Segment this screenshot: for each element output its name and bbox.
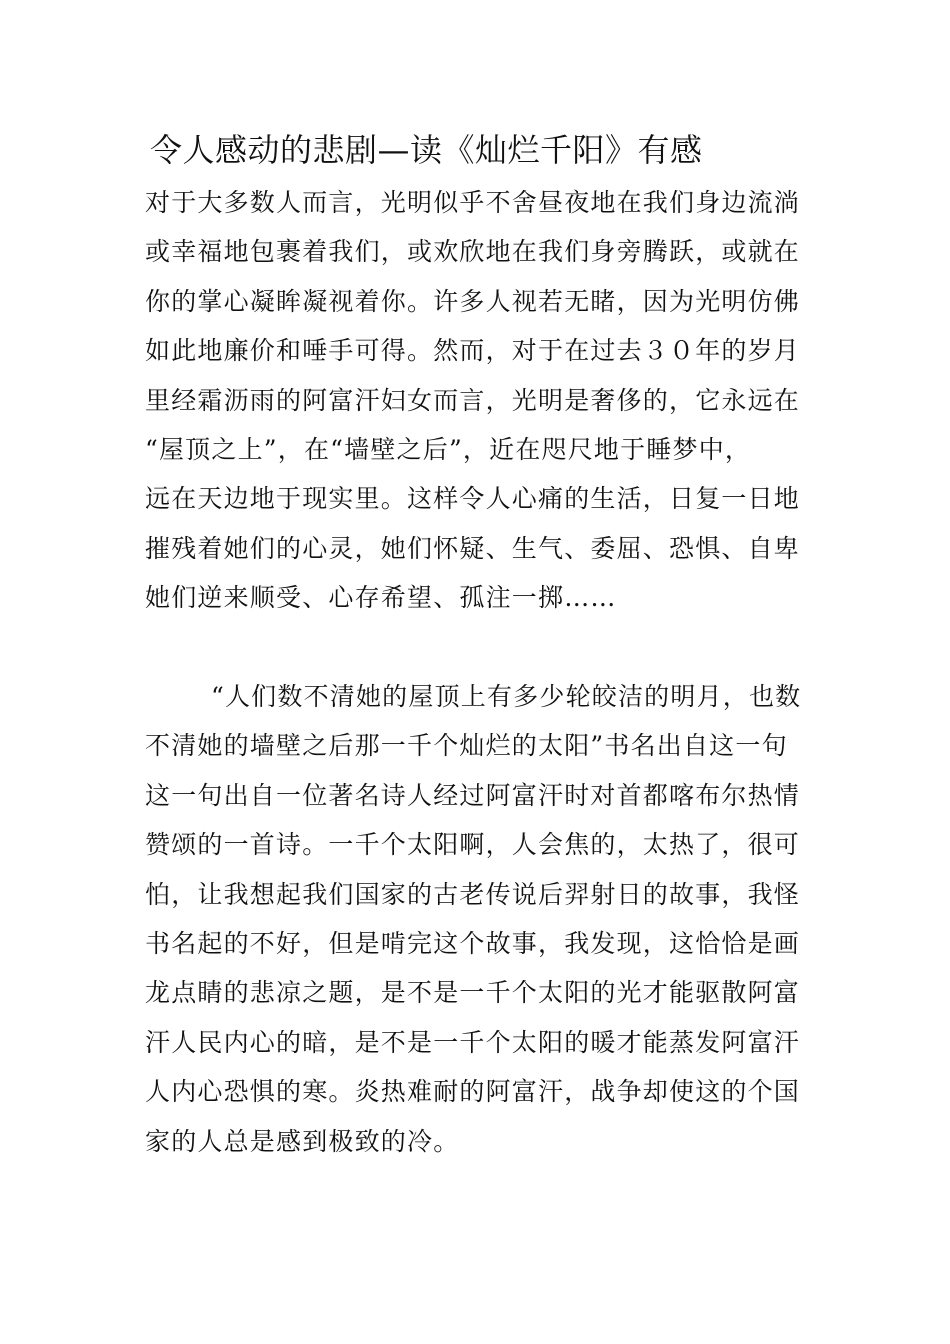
- paragraph-1: [145, 178, 810, 623]
- document-title: 令人感动的悲剧—读《灿烂千阳》有感: [150, 131, 703, 169]
- paragraph-2: [145, 672, 810, 1166]
- text-line: 远在天边地于现实里。这样令人心痛的生活，日复一日地: [145, 484, 801, 514]
- text-line: 里经霜沥雨的阿富汗妇女而言，光明是奢侈的，它永远在: [145, 385, 801, 415]
- text-line: 摧残着她们的心灵，她们怀疑、生气、委屈、恐惧、自卑: [145, 533, 801, 563]
- text-line: 怕，让我想起我们国家的古老传说后羿射日的故事，我怪: [145, 879, 801, 909]
- text-line: 或幸福地包裹着我们，或欢欣地在我们身旁腾跃，或就在: [145, 237, 801, 267]
- text-line: 汗人民内心的暗，是不是一千个太阳的暖才能蒸发阿富汗: [145, 1027, 801, 1057]
- text-line: “屋顶之上”，在“墙壁之后”，近在咫尺地于睡梦中，: [145, 434, 752, 464]
- text-line: 书名起的不好，但是啃完这个故事，我发现，这恰恰是画: [145, 928, 801, 958]
- text-line: 龙点睛的悲凉之题，是不是一千个太阳的光才能驱散阿富: [145, 978, 801, 1008]
- text-line: 她们逆来顺受、心存希望、孤注一掷……: [145, 583, 617, 613]
- text-line: 赞颂的一首诗。一千个太阳啊，人会焦的，太热了，很可: [145, 830, 801, 860]
- text-line: 家的人总是感到极致的冷。: [145, 1126, 460, 1156]
- text-line: 这一句出自一位著名诗人经过阿富汗时对首都喀布尔热情: [145, 780, 801, 810]
- text-line: “人们数不清她的屋顶上有多少轮皎洁的明月，也数: [211, 682, 802, 711]
- text-line: 你的掌心凝眸凝视着你。许多人视若无睹，因为光明仿佛: [145, 286, 801, 316]
- text-line: 如此地廉价和唾手可得。然而，对于在过去３０年的岁月: [145, 336, 801, 366]
- text-line: 人内心恐惧的寒。炎热难耐的阿富汗，战争却使这的个国: [145, 1077, 801, 1107]
- text-line: 对于大多数人而言，光明似乎不舍昼夜地在我们身边流淌: [145, 188, 801, 217]
- text-line: 不清她的墙壁之后那一千个灿烂的太阳”书名出自这一句: [145, 731, 788, 761]
